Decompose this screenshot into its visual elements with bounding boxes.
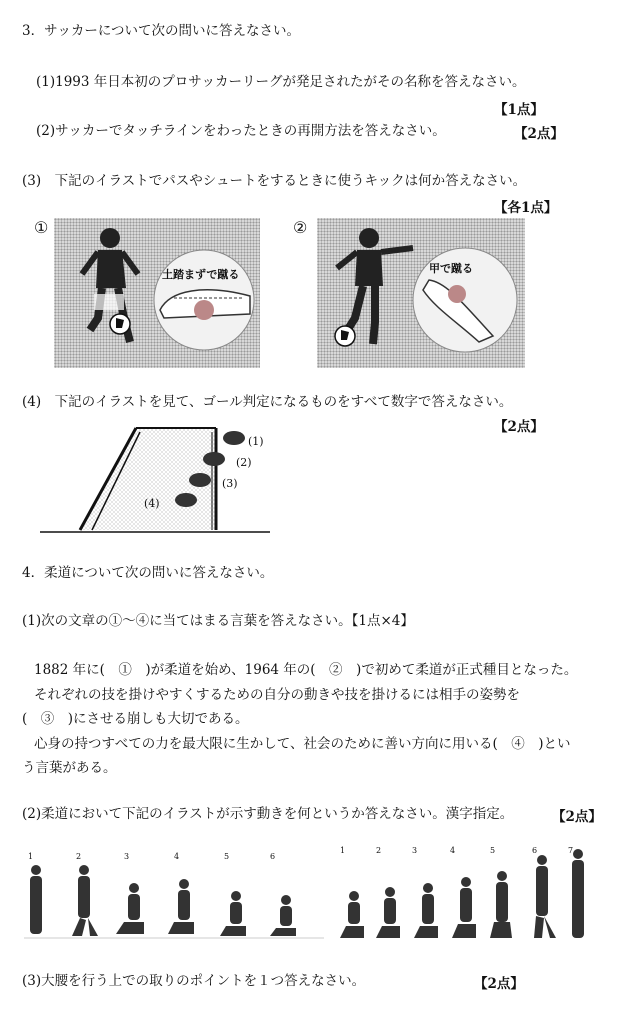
- s4-q2-points: 【2点】: [552, 809, 602, 825]
- judo-sequence-left: [24, 842, 324, 944]
- s3-q3-text: (3) 下記のイラストでパスやシュートをするときに使うキックは何か答えなさい。: [22, 173, 527, 189]
- seq-left-label-3: 3: [124, 852, 130, 861]
- s4-q1-line-4: 心身の持つすべての力を最大限に生かして、社会のために善い方向に用いる( ④ )とい: [34, 736, 571, 752]
- seq-right-label-2: 2: [376, 846, 382, 855]
- s3-q4-text: (4) 下記のイラストを見て、ゴール判定になるものをすべて数字で答えなさい。: [22, 394, 513, 410]
- s4-q2-text: (2)柔道において下記のイラストが示す動きを何というか答えなさい。漢字指定。: [22, 806, 514, 822]
- s3-q3-points: 【各1点】: [494, 200, 558, 216]
- judo-figures-right: [334, 842, 594, 944]
- ball-label-3: (3): [222, 477, 238, 490]
- s4-q1-line-2: それぞれの技を掛けやすくするための自分の動きや技を掛けるには相手の姿勢を: [34, 687, 520, 703]
- seq-right-label-6: 6: [532, 846, 538, 855]
- seq-right-label-4: 4: [450, 846, 456, 855]
- seq-left-label-6: 6: [270, 852, 276, 861]
- ball-4: [175, 493, 197, 507]
- s4-q1-line-3: ( ③ )にさせる崩しも大切である。: [22, 711, 249, 727]
- kick-illustration-2: [317, 218, 525, 368]
- seq-left-label-2: 2: [76, 852, 82, 861]
- s3-q2-text: (2)サッカーでタッチラインをわったときの再開方法を答えなさい。: [36, 123, 446, 139]
- s3-fig2-number: ②: [293, 218, 308, 237]
- inside-kick-drawing: [54, 218, 260, 368]
- ball-1: [223, 431, 245, 445]
- section4-heading: 4．柔道について次の問いに答えなさい。: [22, 565, 274, 581]
- ball-label-4: (4): [144, 497, 160, 510]
- s3-q4-points: 【2点】: [494, 419, 544, 435]
- kick-illustration-1: [54, 218, 260, 368]
- s3-q1-text: (1)1993 年日本初のプロサッカーリーグが発足されたがその名称を答えなさい。: [36, 74, 526, 90]
- s4-q1-line-1: 1882 年に( ① )が柔道を始め、1964 年の( ② )で初めて柔道が正式種目となった。: [34, 662, 578, 678]
- ball-label-2: (2): [236, 456, 252, 469]
- s3-q2-points: 【2点】: [514, 126, 564, 142]
- ball-2: [203, 452, 225, 466]
- s3-fig1-caption: 土踏まずで蹴る: [162, 268, 240, 281]
- goal-drawing: [40, 422, 280, 542]
- seq-right-label-7: 7: [568, 846, 574, 855]
- s4-q3-points: 【2点】: [474, 976, 524, 992]
- seq-right-label-5: 5: [490, 846, 496, 855]
- seq-left-label-5: 5: [224, 852, 230, 861]
- s3-fig2-caption: 甲で蹴る: [429, 262, 473, 275]
- seq-right-label-3: 3: [412, 846, 418, 855]
- ball-3: [189, 473, 211, 487]
- s4-q1-line-5: う言葉がある。: [22, 760, 117, 776]
- section3-heading: 3．サッカーについて次の問いに答えなさい。: [22, 23, 301, 39]
- judo-sequence-right: [334, 842, 594, 944]
- s4-q1-text: (1)次の文章の①～④に当てはまる言葉を答えなさい。【1点×4】: [22, 613, 414, 629]
- instep-kick-drawing: [317, 218, 525, 368]
- s3-q1-points: 【1点】: [494, 102, 544, 118]
- s4-q3-text: (3)大腰を行う上での取りのポイントを１つ答えなさい。: [22, 973, 366, 989]
- seq-right-label-1: 1: [340, 846, 346, 855]
- seq-left-label-4: 4: [174, 852, 180, 861]
- seq-left-label-1: 1: [28, 852, 34, 861]
- ball-label-1: (1): [248, 435, 264, 448]
- goal-line-illustration: [40, 422, 280, 542]
- s3-fig1-number: ①: [34, 218, 49, 237]
